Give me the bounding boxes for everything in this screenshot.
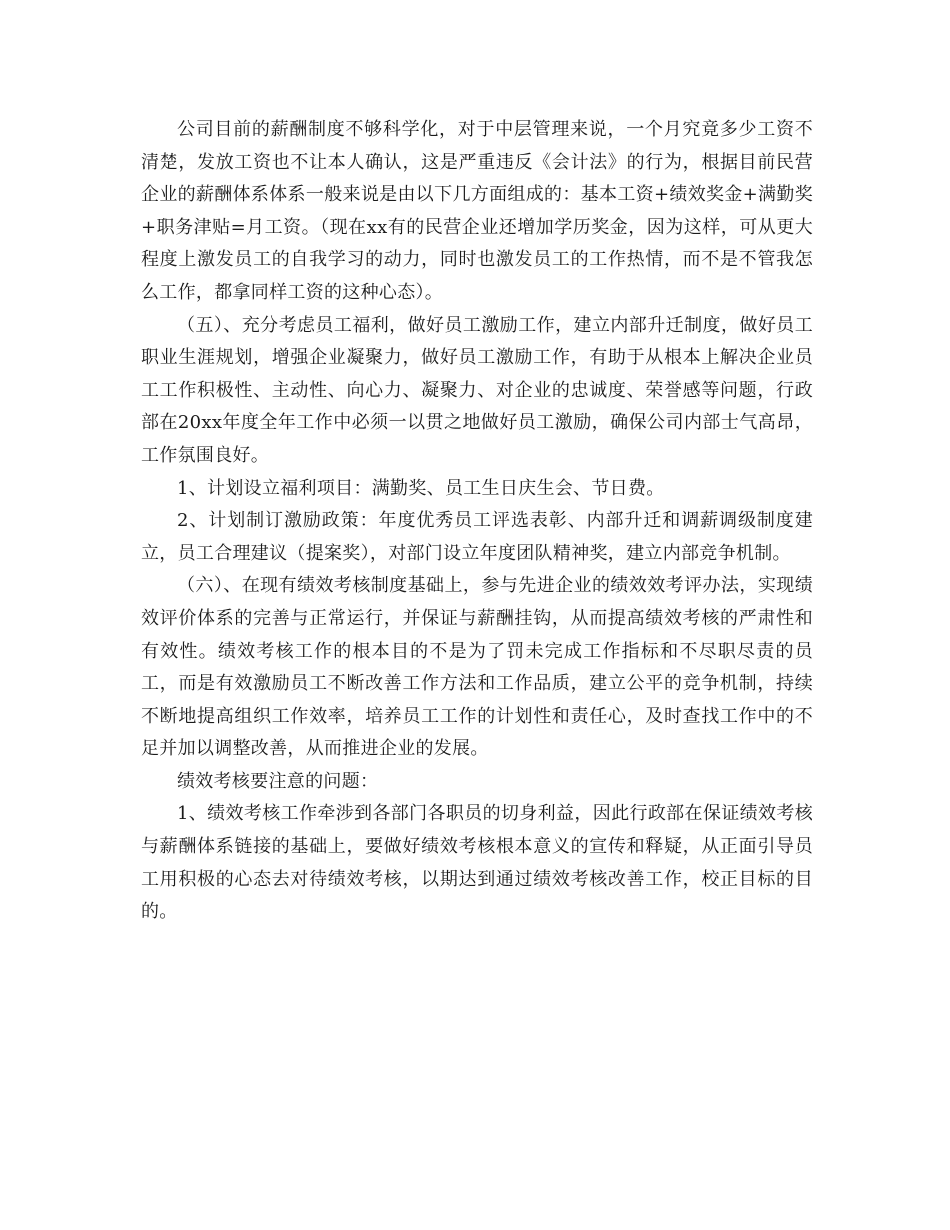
paragraph-incentive-policy: 2、计划制订激励政策：年度优秀员工评选表彰、内部升迁和调薪调级制度建立，员工合理建议（提案奖），对部门设立年度团队精神奖，建立内部竞争机制。 [141,510,813,564]
document-body [141,114,813,929]
paragraph-performance-issues-heading: 绩效考核要注意的问题： [177,770,379,792]
paragraph-section-six-performance: （六）、在现有绩效考核制度基础上，参与先进企业的绩效效考评办法，实现绩效评价体系的完善与正常运行，并保证与薪酬挂钩，从而提高绩效考核的严肃性和有效性。绩效考核工作的根本目的不是为了罚未完成工作指标和不尽职尽责的员工，而是有效激励员工不断改善工作方法和工作品质，建立公平的竞争机制，持续不断地提高组织工作效率，培养员工工作的计划性和责任心，及时查找工作中的不足并加以调整改善，从而推进企业的发展。 [141,575,813,760]
paragraph-salary-system: 公司目前的薪酬制度不够科学化，对于中层管理来说，一个月究竟多少工资不清楚，发放工资也不让本人确认，这是严重违反《会计法》的行为，根据目前民营企业的薪酬体系体系一般来说是由以下几方面组成的：基本工资+绩效奖金+满勤奖+职务津贴=月工资。（现在xx有的民营企业还增加学历奖金，因为这样，可从更大程度上激发员工的自我学习的动力，同时也激发员工的工作热情，而不是不管我怎么工作，都拿同样工资的这种心态）。 [141,119,813,303]
paragraph-welfare-items: 1、计划设立福利项目：满勤奖、员工生日庆生会、节日费。 [177,477,665,499]
paragraph-section-five-welfare: （五）、充分考虑员工福利，做好员工激励工作，建立内部升迁制度，做好员工职业生涯规划，增强企业凝聚力，做好员工激励工作，有助于从根本上解决企业员工工作积极性、主动性、向心力、凝聚力、对企业的忠诚度、荣誉感等问题，行政部在20xx年度全年工作中必须一以贯之地做好员工激励，确保公司内部士气高昂，工作氛围良好。 [141,314,813,466]
paragraph-performance-issue-one: 1、绩效考核工作牵涉到各部门各职员的切身利益，因此行政部在保证绩效考核与薪酬体系链接的基础上，要做好绩效考核根本意义的宣传和释疑，从正面引导员工用积极的心态去对待绩效考核，以期达到通过绩效考核改善工作，校正目标的目的。 [141,803,813,923]
